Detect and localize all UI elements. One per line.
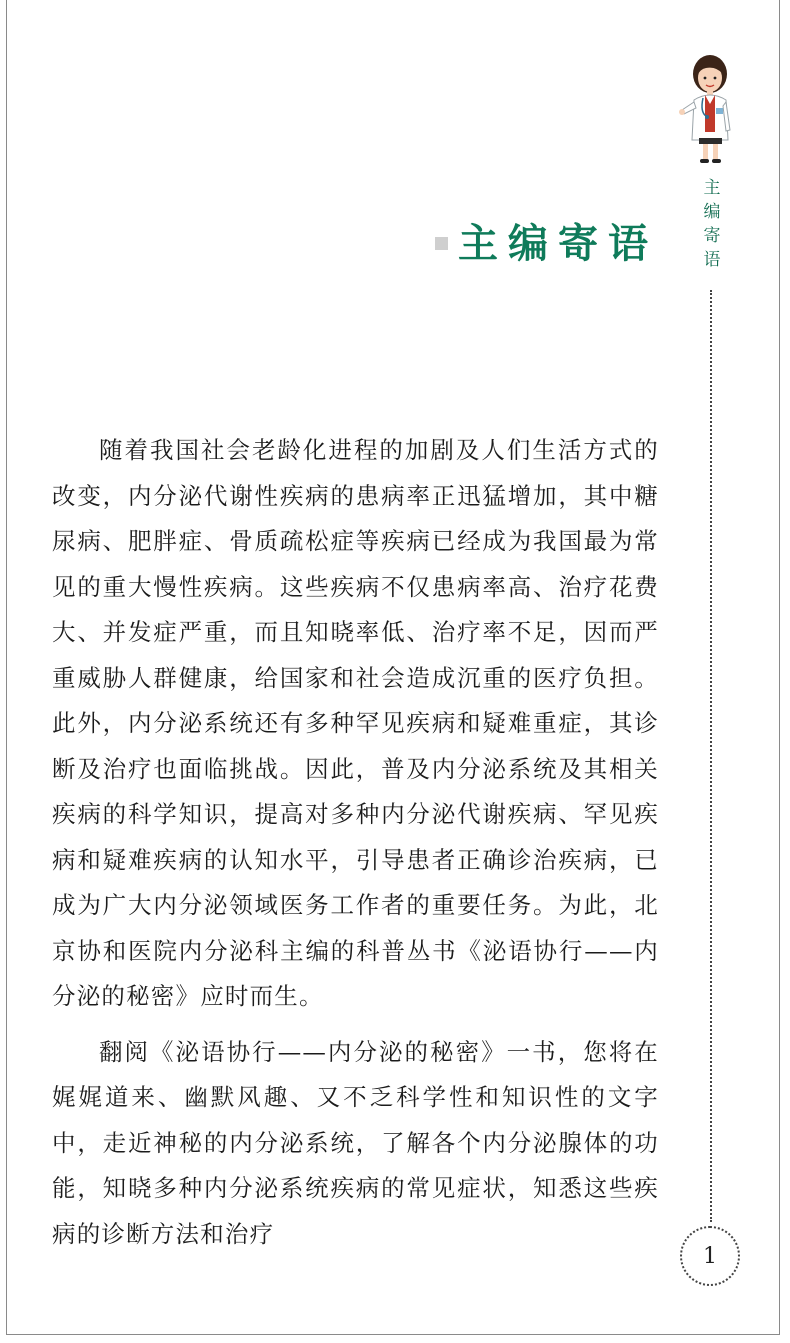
side-section-title: 主编寄语 xyxy=(703,178,721,270)
margin-dotted-line xyxy=(710,290,712,1222)
paragraph-2: 翻阅《泌语协行——内分泌的秘密》一书，您将在娓娓道来、幽默风趣、又不乏科学性和知识性的文字中，走近神秘的内分泌系统，了解各个内分泌腺体的功能，知晓多种内分泌系统疾病的常见症状，知悉这些疾病的诊断方法和治疗 xyxy=(52,1037,659,1248)
page-number-text: 1 xyxy=(703,1243,717,1269)
page-number xyxy=(680,1226,740,1286)
body-text xyxy=(52,428,659,1267)
doctor-illustration xyxy=(676,52,736,168)
paragraph-1: 随着我国社会老龄化进程的加剧及人们生活方式的改变，内分泌代谢性疾病的患病率正迅猛增加，其中糖尿病、肥胖症、骨质疏松症等疾病已经成为我国最为常见的重大慢性疾病。这些疾病不仅患病率高、治疗花费大、并发症严重，而且知晓率低、治疗率不足，因而严重威胁人群健康，给国家和社会造成沉重的医疗负担。此外，内分泌系统还有多种罕见疾病和疑难重症，其诊断及治疗也面临挑战。因此，普及内分泌系统及其相关疾病的科学知识，提高对多种内分泌代谢疾病、罕见疾病和疑难疾病的认知水平，引导患者正确诊治疾病，已成为广大内分泌领域医务工作者的重要任务。为此，北京协和医院内分泌科主编的科普丛书《泌语协行——内分泌的秘密》应时而生。 xyxy=(52,436,659,1010)
page-title: 主编寄语 xyxy=(458,221,658,267)
title-block xyxy=(435,212,658,269)
title-marker xyxy=(435,237,448,250)
